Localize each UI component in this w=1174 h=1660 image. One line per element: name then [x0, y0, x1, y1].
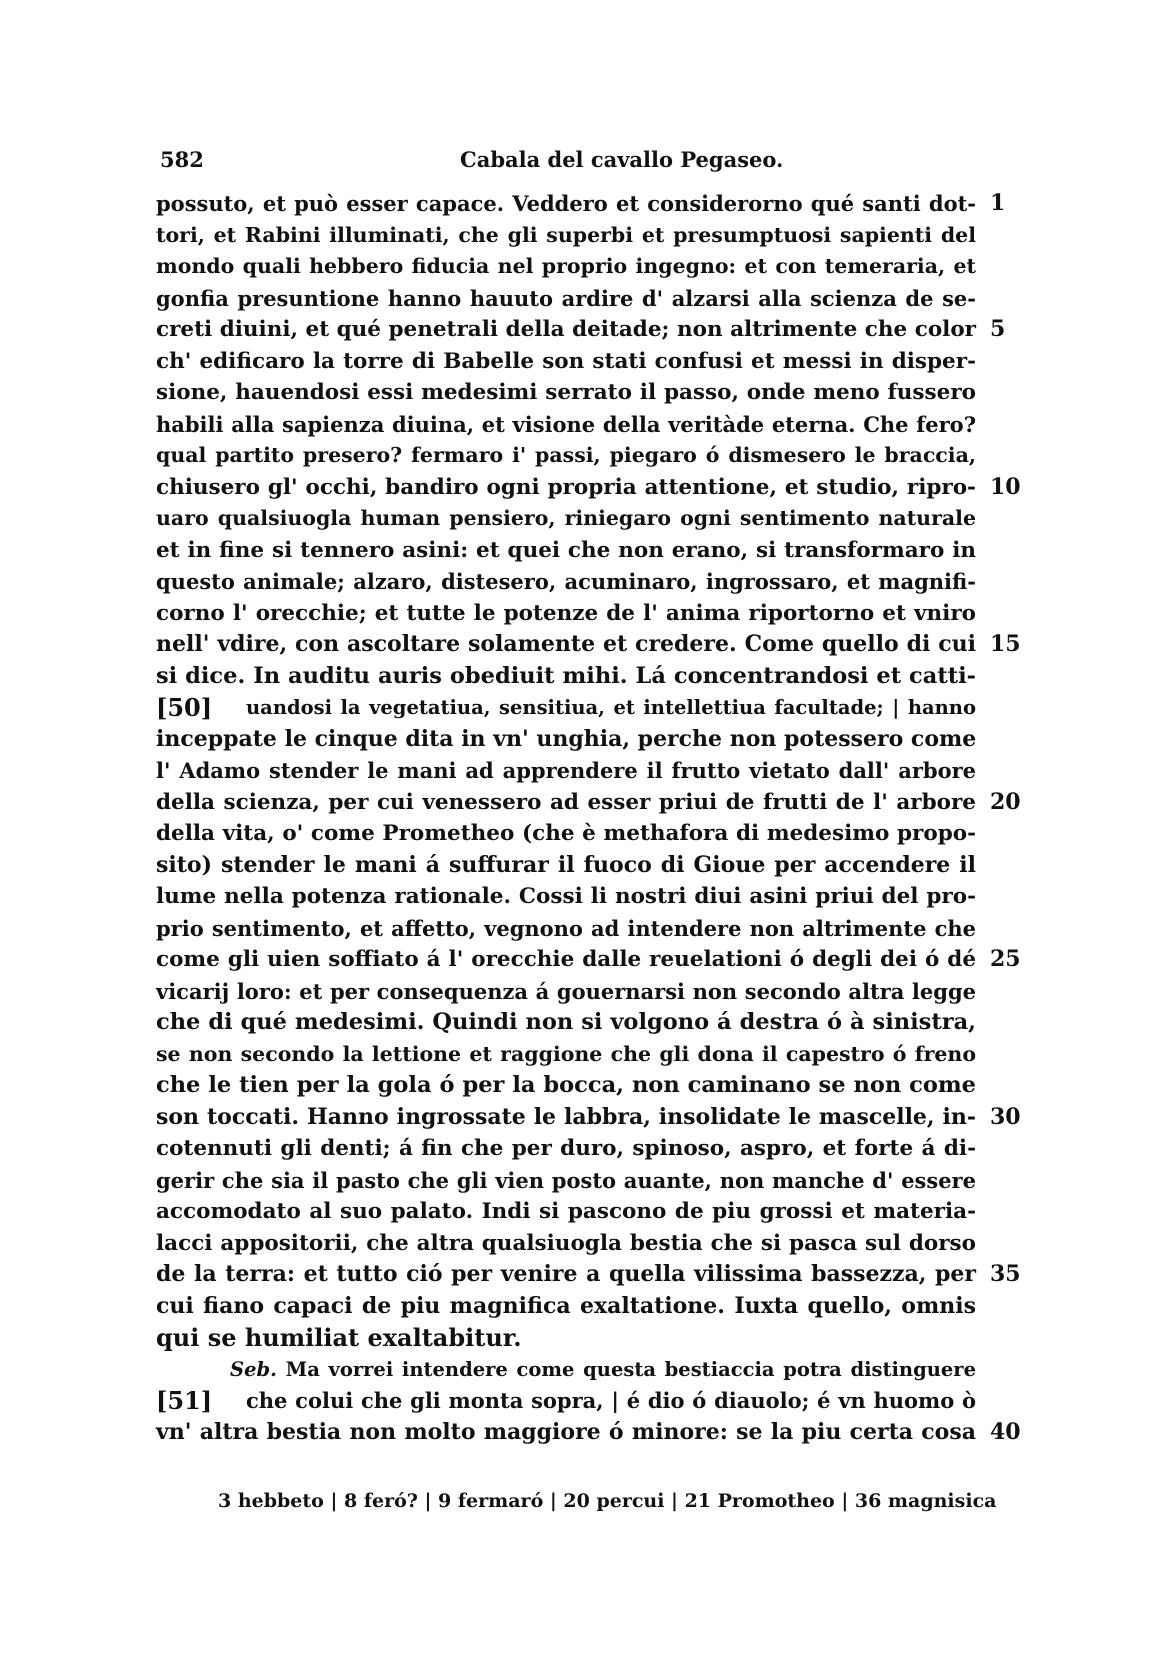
text-line [0, 251, 1174, 283]
text-line [0, 283, 1174, 315]
text-line [0, 314, 1174, 346]
text-line [0, 1291, 1174, 1323]
line-text: accomodato al suo palato. Indi si pascono de piu grossi et materia- [156, 1199, 976, 1224]
line-text: uandosi la vegetatiua, sensitiua, et intellettiua facultade; | hanno [246, 696, 976, 719]
line-text: tori, et Rabini illuminati, che gli superbi et presumptuosi sapienti del [156, 222, 976, 247]
text-line [0, 724, 1174, 756]
line-text: questo animale; alzaro, distesero, acuminaro, ingrossaro, et magnifi- [156, 569, 976, 594]
text-line [0, 1007, 1174, 1039]
line-number: 20 [990, 788, 1021, 815]
text-line [0, 818, 1174, 850]
line-text: creti diuini, et qué penetrali della deitade; non altrimente che color [156, 317, 976, 342]
text-line [0, 692, 1174, 724]
text-line [0, 1417, 1174, 1449]
text-line [0, 755, 1174, 787]
text-line [0, 1322, 1174, 1354]
text-line [0, 188, 1174, 220]
page-marker: [50] [156, 693, 213, 722]
text-line [0, 1102, 1174, 1134]
text-line [0, 1259, 1174, 1291]
text-line [0, 220, 1174, 252]
line-text: nell' vdire, con ascoltare solamente et credere. Come quello di cui [156, 631, 976, 657]
speech-text: Ma vorrei intendere come questa bestiaccia potra distinguere [276, 1357, 976, 1381]
text-line [0, 472, 1174, 504]
text-line [0, 377, 1174, 409]
line-text: come gli uien soffiato á l' orecchie dalle reuelationi ó degli dei ó dé [156, 947, 976, 972]
line-text: chiusero gl' occhi, bandiro ogni propria attentione, et studio, ripro- [156, 474, 976, 500]
text-line [0, 535, 1174, 567]
page-marker: [51] [156, 1386, 213, 1415]
line-text: vn' altra bestia non molto maggiore ó minore: se la piu certa cosa [156, 1418, 976, 1445]
text-line [0, 409, 1174, 441]
line-text: prio sentimento, et affetto, vegnono ad intendere non altrimente che [156, 915, 976, 941]
line-text: gerir che sia il pasto che gli vien posto auante, non manche d' essere [156, 1167, 976, 1193]
text-line [0, 503, 1174, 535]
page-header [160, 147, 1010, 177]
text-line [0, 1354, 1174, 1386]
line-text: se non secondo la lettione et raggione che gli dona il capestro ó freno [156, 1041, 976, 1066]
line-text: uaro qualsiuogla human pensiero, riniegaro ogni sentimento naturale [156, 506, 976, 530]
main-text [0, 188, 1174, 1448]
line-text [230, 1354, 976, 1386]
line-text: della scienza, per cui venessero ad esser priui de frutti de l' arbore [156, 789, 976, 815]
text-line [0, 913, 1174, 945]
text-line [0, 1228, 1174, 1260]
text-line [0, 566, 1174, 598]
line-number: 35 [990, 1261, 1021, 1287]
line-text: l' Adamo stender le mani ad apprendere il frutto vietato dall' arbore [156, 758, 976, 783]
text-line [0, 1385, 1174, 1417]
text-line [0, 850, 1174, 882]
text-line [0, 787, 1174, 819]
line-text: che le tien per la gola ó per la bocca, non caminano se non come [156, 1072, 976, 1098]
text-line [0, 881, 1174, 913]
text-line [0, 598, 1174, 630]
text-line [0, 440, 1174, 472]
line-text: che colui che gli monta sopra, | é dio ó diauolo; é vn huomo ò [246, 1388, 976, 1413]
running-title: Cabala del cavallo Pegaseo. [460, 147, 784, 172]
line-text: che di qué medesimi. Quindi non si volgono á destra ó à sinistra, [156, 1009, 976, 1035]
line-text: si dice. In auditu auris obediuit mihi. Lá concentrandosi et catti- [156, 662, 976, 689]
text-line [0, 944, 1174, 976]
line-text: mondo quali hebbero fiducia nel proprio ingegno: et con temeraria, et [156, 254, 976, 278]
text-line [0, 1133, 1174, 1165]
critical-notes: 3 hebbeto | 8 feró? | 9 fermaró | 20 percui | 21 Promotheo | 36 magnisica [218, 1490, 997, 1512]
line-text: ch' edificaro la torre di Babelle son stati confusi et messi in disper- [156, 348, 976, 374]
line-number: 40 [990, 1418, 1021, 1445]
page-number: 582 [160, 147, 204, 172]
line-text: cui fiano capaci de piu magnifica exaltatione. Iuxta quello, omnis [156, 1292, 976, 1319]
line-number: 5 [990, 316, 1006, 342]
text-line [0, 976, 1174, 1008]
line-text: della vita, o' come Prometheo (che è methafora di medesimo propo- [156, 821, 976, 846]
line-number: 30 [990, 1103, 1021, 1130]
text-line [0, 629, 1174, 661]
line-number: 10 [990, 473, 1021, 500]
line-text: sito) stender le mani á suffurar il fuoco di Gioue per accendere il [156, 851, 976, 878]
line-text: inceppate le cinque dita in vn' unghia, perche non potessero come [156, 725, 977, 752]
speaker-label: Seb. [230, 1357, 277, 1381]
text-line [0, 1165, 1174, 1197]
line-text: gonfia presuntione hanno hauuto ardire d' alzarsi alla scienza de se- [156, 285, 976, 311]
line-text: qui se humiliat exaltabitur. [156, 1323, 522, 1352]
line-number: 25 [990, 946, 1021, 972]
line-text: sione, hauendosi essi medesimi serrato il passo, onde meno fussero [156, 380, 976, 405]
text-line [0, 661, 1174, 693]
text-line [0, 1196, 1174, 1228]
line-text: corno l' orecchie; et tutte le potenze de l' anima riportorno et vniro [156, 600, 976, 626]
line-number: 15 [990, 631, 1021, 657]
line-text: et in fine si tennero asini: et quei che non erano, si transformaro in [156, 537, 976, 563]
line-text: de la terra: et tutto ció per venire a quella vilissima bassezza, per [156, 1261, 976, 1287]
line-text: lacci appositorii, che altra qualsiuogla bestia che si pasca sul dorso [156, 1230, 976, 1256]
text-line [0, 346, 1174, 378]
line-text: qual partito presero? fermaro i' passi, piegaro ó dismesero le braccia, [156, 443, 976, 467]
line-text: son toccati. Hanno ingrossate le labbra, insolidate le mascelle, in- [156, 1103, 976, 1130]
line-text: vicarij loro: et per consequenza á gouernarsi non secondo altra legge [156, 978, 976, 1004]
text-line [0, 1070, 1174, 1102]
line-text: possuto, et può esser capace. Veddero et considerorno qué santi dot- [156, 191, 976, 216]
line-number: 1 [990, 190, 1006, 216]
line-text: habili alla sapienza diuina, et visione della veritàde eterna. Che fero? [156, 411, 976, 437]
line-text: lume nella potenza rationale. Cossi li nostri diui asini priui del pro- [156, 884, 976, 909]
text-line [0, 1039, 1174, 1071]
line-text: cotennuti gli denti; á fin che per duro, spinoso, aspro, et forte á di- [156, 1136, 976, 1161]
